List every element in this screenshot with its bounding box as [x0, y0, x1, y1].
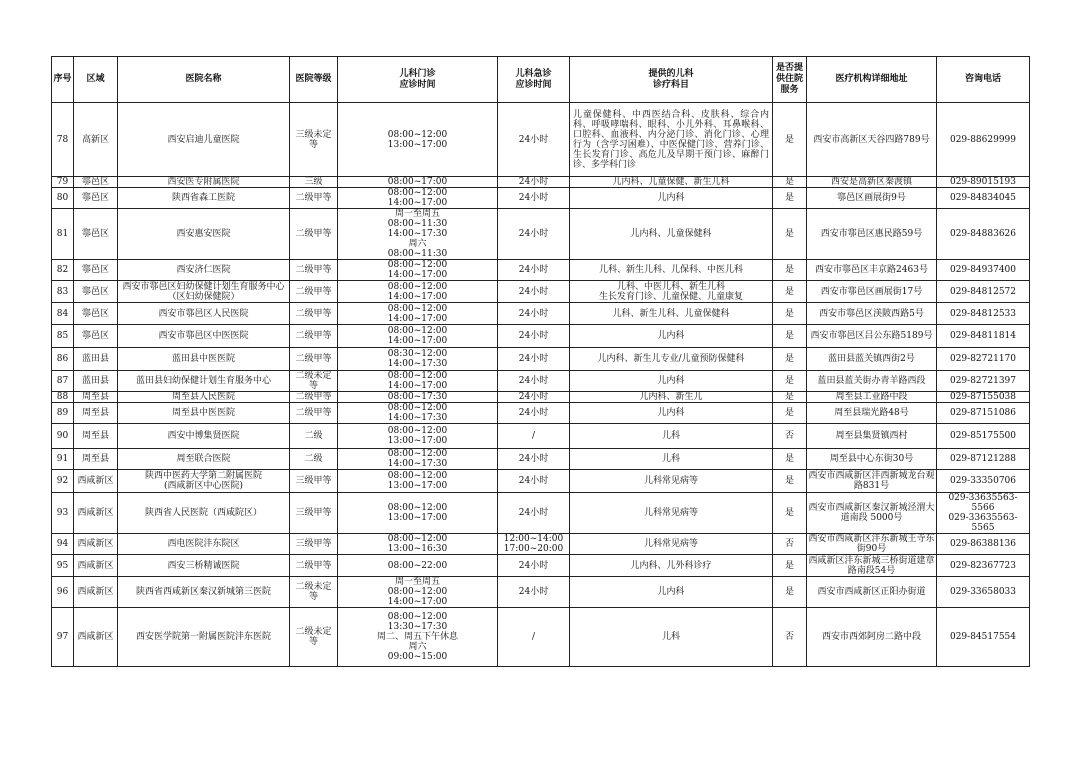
cell-address: 周至县工业路中段 [807, 392, 937, 403]
cell-outpatient-time: 08:00~12:00 14:00~17:30 [338, 449, 498, 470]
cell-phone: 029-82721397 [937, 371, 1030, 392]
cell-emergency-time: 24小时 [498, 303, 570, 325]
cell-level: 二级未定 等 [290, 577, 338, 608]
cell-level: 三级甲等 [290, 470, 338, 493]
table-row [52, 281, 1030, 303]
cell-outpatient-time: 08:00~12:00 14:00~17:00 [338, 325, 498, 348]
cell-emergency-time: 24小时 [498, 403, 570, 424]
cell-departments: 儿内科 [570, 371, 773, 392]
cell-address: 西安是高新区秦渡镇 [807, 177, 937, 188]
cell-departments: 儿内科 [570, 188, 773, 209]
cell-phone: 029-84812572 [937, 281, 1030, 303]
cell-address: 周至县瑞光路48号 [807, 403, 937, 424]
cell-hospital-name: 西安启迪儿童医院 [118, 103, 290, 177]
cell-outpatient-time: 08:00~12:00 13:30~17:30 周二、周五下午休息 周六 09:00~15:00 [338, 608, 498, 667]
cell-address: 西安市西咸新区沣西新城龙台观路831号 [808, 471, 935, 491]
cell-area: 鄠邑区 [74, 260, 118, 281]
cell-phone: 029-87155038 [937, 392, 1030, 403]
cell-emergency-time: 24小时 [498, 470, 570, 493]
cell-level: 二级甲等 [290, 348, 338, 371]
header-no: 序号 [52, 57, 74, 103]
cell-inpatient: 是 [773, 555, 807, 577]
cell-area: 西咸新区 [74, 577, 118, 608]
cell-emergency-time: 24小时 [498, 348, 570, 371]
cell-hospital-name: 蓝田县中医医院 [118, 348, 290, 371]
cell-emergency-time: 24小时 [498, 209, 570, 260]
cell-no: 94 [52, 534, 74, 555]
cell-area: 鄠邑区 [74, 325, 118, 348]
cell-level: 二级甲等 [290, 281, 338, 303]
cell-hospital-name: 周至县人民医院 [118, 392, 290, 403]
cell-emergency-time: 24小时 [498, 281, 570, 303]
cell-inpatient: 否 [773, 424, 807, 449]
cell-address: 周至县集贤镇西村 [807, 424, 937, 449]
table-body [52, 103, 1030, 667]
cell-area: 周至县 [74, 403, 118, 424]
cell-area: 周至县 [74, 392, 118, 403]
cell-hospital-name: 陕西省森工医院 [118, 188, 290, 209]
cell-address: 西安市鄠邑区丰京路2463号 [807, 260, 937, 281]
cell-inpatient: 否 [773, 534, 807, 555]
cell-hospital-name: 西安三桥精诚医院 [118, 555, 290, 577]
cell-address: 蓝田县蓝关街办青羊路西段 [807, 371, 937, 392]
cell-level: 二级未定 等 [290, 608, 338, 667]
cell-address: 西安市西咸新区秦汉新城泾渭大道南段 5000号 [807, 493, 937, 534]
cell-hospital-name: 西安中博集贤医院 [118, 424, 290, 449]
cell-inpatient: 是 [773, 325, 807, 348]
hospital-table [51, 56, 1030, 667]
cell-phone: 029-84937400 [937, 260, 1030, 281]
header-phone: 咨询电话 [937, 57, 1030, 103]
table-row [52, 470, 1030, 493]
cell-inpatient: 是 [773, 493, 807, 534]
cell-hospital-name: 西安市鄠邑区人民医院 [118, 303, 290, 325]
cell-level: 三级未定 等 [290, 103, 338, 177]
cell-no: 78 [52, 103, 74, 177]
cell-phone: 029-84811814 [937, 325, 1030, 348]
cell-outpatient-time: 08:00~12:00 14:00~17:00 [338, 260, 498, 281]
table-row [52, 555, 1030, 577]
cell-area: 鄠邑区 [74, 177, 118, 188]
cell-outpatient-time: 08:00~12:00 13:00~17:00 [338, 470, 498, 493]
cell-level: 三级甲等 [290, 534, 338, 555]
cell-hospital-name: 西安医专附属医院 [118, 177, 290, 188]
table-row [52, 403, 1030, 424]
cell-address: 西安市高新区天谷四路789号 [807, 103, 937, 177]
table-row [52, 209, 1030, 260]
cell-outpatient-time: 08:00~17:00 [338, 177, 498, 188]
cell-outpatient-time: 周一至周五 08:00~11:30 14:00~17:30 周六 08:00~11:30 [338, 209, 498, 260]
table-row [52, 303, 1030, 325]
cell-outpatient-time: 08:00~17:30 [338, 392, 498, 403]
cell-hospital-name: 周至联合医院 [118, 449, 290, 470]
cell-no: 93 [52, 493, 74, 534]
cell-departments: 儿科 [570, 608, 773, 667]
table-row [52, 325, 1030, 348]
cell-area: 蓝田县 [74, 371, 118, 392]
cell-departments: 儿内科、儿童保健、新生儿科 [570, 177, 773, 188]
cell-no: 86 [52, 348, 74, 371]
cell-area: 鄠邑区 [74, 281, 118, 303]
cell-hospital-name: 陕西省人民医院（西咸院区） [118, 493, 290, 534]
cell-departments: 儿科 [570, 424, 773, 449]
cell-no: 96 [52, 577, 74, 608]
cell-hospital-name: 蓝田县妇幼保健计划生育服务中心 [118, 371, 290, 392]
cell-phone: 029-84517554 [937, 608, 1030, 667]
cell-level: 二级甲等 [290, 188, 338, 209]
cell-address: 蓝田县蓝关镇西街2号 [807, 348, 937, 371]
cell-address: 鄠邑区画展街9号 [807, 188, 937, 209]
cell-address: 西安市西郊阿房二路中段 [807, 608, 937, 667]
cell-level: 二级甲等 [290, 325, 338, 348]
cell-no: 79 [52, 177, 74, 188]
cell-emergency-time: 24小时 [498, 392, 570, 403]
cell-emergency-time: 24小时 [498, 493, 570, 534]
cell-inpatient: 是 [773, 281, 807, 303]
cell-inpatient: 是 [773, 177, 807, 188]
table-row [52, 534, 1030, 555]
cell-outpatient-time: 08:00~12:00 13:00~16:30 [338, 534, 498, 555]
cell-outpatient-time: 08:00~12:00 14:00~17:30 [338, 403, 498, 424]
cell-outpatient-time: 08:00~12:00 14:00~17:00 [338, 188, 498, 209]
header-outpatient-time: 儿科门诊 应诊时间 [338, 57, 498, 103]
cell-address: 周至县中心东街30号 [807, 449, 937, 470]
cell-level: 二级未定 等 [290, 371, 338, 392]
cell-emergency-time: 24小时 [498, 577, 570, 608]
cell-departments: 儿内科、儿童保健科 [570, 209, 773, 260]
cell-address: 西安市鄠邑区画展街17号 [807, 281, 937, 303]
cell-phone: 029-84834045 [937, 188, 1030, 209]
cell-no: 83 [52, 281, 74, 303]
cell-level: 三级甲等 [290, 493, 338, 534]
table-row [52, 177, 1030, 188]
cell-inpatient: 是 [773, 209, 807, 260]
cell-phone: 029-88629999 [937, 103, 1030, 177]
cell-outpatient-time: 08:00~12:00 13:00~17:00 [338, 103, 498, 177]
cell-level: 二级甲等 [290, 209, 338, 260]
cell-no: 95 [52, 555, 74, 577]
table-row [52, 424, 1030, 449]
cell-address: 西安市鄠邑区惠民路59号 [807, 209, 937, 260]
cell-level: 三级 [290, 177, 338, 188]
cell-emergency-time: 24小时 [498, 555, 570, 577]
cell-hospital-name: 西安医学院第一附属医院沣东医院 [118, 608, 290, 667]
cell-inpatient: 是 [773, 392, 807, 403]
cell-inpatient: 是 [773, 371, 807, 392]
cell-departments: 儿内科 [570, 325, 773, 348]
cell-emergency-time: 24小时 [498, 103, 570, 177]
cell-inpatient: 是 [773, 188, 807, 209]
cell-area: 西咸新区 [74, 493, 118, 534]
cell-area: 西咸新区 [74, 470, 118, 493]
cell-departments: 儿内科 [570, 403, 773, 424]
cell-area: 鄠邑区 [74, 209, 118, 260]
cell-outpatient-time: 08:00~12:00 14:00~17:00 [338, 303, 498, 325]
cell-inpatient: 是 [773, 260, 807, 281]
cell-area: 鄠邑区 [74, 303, 118, 325]
cell-outpatient-time: 08:00~12:00 14:00~17:00 [338, 281, 498, 303]
header-hospital-name: 医院名称 [118, 57, 290, 103]
cell-no: 91 [52, 449, 74, 470]
cell-departments: 儿科、新生儿科、儿童保健科 [570, 303, 773, 325]
cell-emergency-time: 12:00~14:00 17:00~20:00 [498, 534, 570, 555]
header-row [52, 57, 1030, 103]
cell-level: 二级甲等 [290, 260, 338, 281]
cell-inpatient: 是 [773, 449, 807, 470]
cell-outpatient-time: 08:00~12:00 14:00~17:00 [338, 371, 498, 392]
table-row [52, 449, 1030, 470]
cell-hospital-name: 西安市鄠邑区妇幼保健计划生育服务中心（区妇幼保健院） [118, 281, 290, 303]
cell-inpatient: 是 [773, 303, 807, 325]
cell-hospital-name: 西安济仁医院 [118, 260, 290, 281]
cell-departments: 儿科常见病等 [570, 470, 773, 493]
cell-outpatient-time: 08:00~12:00 13:00~17:00 [338, 493, 498, 534]
cell-level: 二级甲等 [290, 403, 338, 424]
cell-no: 89 [52, 403, 74, 424]
cell-departments: 儿科常见病等 [570, 534, 773, 555]
cell-emergency-time: / [498, 424, 570, 449]
cell-hospital-name: 周至县中医医院 [118, 403, 290, 424]
cell-emergency-time: 24小时 [498, 188, 570, 209]
cell-phone: 029-87121288 [937, 449, 1030, 470]
header-emergency-time: 儿科急诊 应诊时间 [498, 57, 570, 103]
cell-level: 二级 [290, 449, 338, 470]
cell-emergency-time: 24小时 [498, 449, 570, 470]
cell-departments: 儿内科、儿外科诊疗 [570, 555, 773, 577]
cell-departments: 儿童保健科、中西医结合科、皮肤科、综合内科、呼吸哮喘科、眼科、小儿外科、耳鼻喉科、口腔科、血液科、内分泌门诊、消化门诊、心理行为（含学习困难）、中医保健门诊、营养门诊、生长发育门诊、高危儿及早期干预门诊、麻醉门诊、多学科门诊 [570, 103, 773, 177]
cell-departments: 儿内科、新生儿 [570, 392, 773, 403]
cell-phone: 029-85175500 [937, 424, 1030, 449]
cell-hospital-name: 西电医院沣东院区 [118, 534, 290, 555]
table-row [52, 493, 1030, 534]
header-address: 医疗机构详细地址 [807, 57, 937, 103]
cell-outpatient-time: 08:00~22:00 [338, 555, 498, 577]
cell-phone: 029-86388136 [937, 534, 1030, 555]
cell-no: 87 [52, 371, 74, 392]
table-row [52, 371, 1030, 392]
cell-no: 97 [52, 608, 74, 667]
cell-emergency-time: 24小时 [498, 371, 570, 392]
table-row [52, 577, 1030, 608]
table-row [52, 608, 1030, 667]
cell-no: 81 [52, 209, 74, 260]
cell-area: 蓝田县 [74, 348, 118, 371]
cell-no: 92 [52, 470, 74, 493]
cell-departments: 儿科 [570, 449, 773, 470]
cell-phone: 029-87151086 [937, 403, 1030, 424]
table-row [52, 103, 1030, 177]
cell-phone: 029-84883626 [937, 209, 1030, 260]
table-row [52, 260, 1030, 281]
cell-area: 西咸新区 [74, 608, 118, 667]
cell-area: 西咸新区 [74, 534, 118, 555]
cell-inpatient: 是 [773, 577, 807, 608]
cell-departments: 儿科、新生儿科、儿保科、中医儿科 [570, 260, 773, 281]
cell-level: 二级 [290, 424, 338, 449]
cell-area: 周至县 [74, 424, 118, 449]
cell-emergency-time: 24小时 [498, 325, 570, 348]
cell-hospital-name: 陕西省西咸新区秦汉新城第三医院 [118, 577, 290, 608]
cell-phone: 029-33635563-5566 029-33635563-5565 [937, 493, 1030, 534]
table-row [52, 348, 1030, 371]
cell-no: 84 [52, 303, 74, 325]
cell-departments: 儿科常见病等 [570, 493, 773, 534]
cell-address: 西安市西咸新区正阳办街道 [807, 577, 937, 608]
cell-no: 80 [52, 188, 74, 209]
cell-address: 西安市鄠邑区吕公东路5189号 [807, 325, 937, 348]
cell-departments: 儿内科、新生儿专业/儿童预防保健科 [570, 348, 773, 371]
cell-emergency-time: 24小时 [498, 177, 570, 188]
cell-area: 高新区 [74, 103, 118, 177]
cell-emergency-time: / [498, 608, 570, 667]
cell-phone: 029-82367723 [937, 555, 1030, 577]
cell-no: 88 [52, 392, 74, 403]
cell-inpatient: 是 [773, 403, 807, 424]
cell-address: 西咸新区沣东新城三桥街道建章路南段54号 [808, 555, 935, 576]
table-row [52, 188, 1030, 209]
cell-inpatient: 是 [773, 348, 807, 371]
cell-outpatient-time: 周一至周五 08:00~12:00 14:00~17:00 [338, 577, 498, 608]
cell-departments: 儿内科 [570, 577, 773, 608]
cell-address: 西安市西咸新区沣东新城王寺东街90号 [808, 534, 935, 554]
cell-hospital-name: 陕西中医药大学第二附属医院 (西咸新区中心医院) [118, 470, 290, 493]
cell-hospital-name: 西安市鄠邑区中医医院 [118, 325, 290, 348]
header-area: 区域 [74, 57, 118, 103]
cell-area: 鄠邑区 [74, 188, 118, 209]
cell-no: 85 [52, 325, 74, 348]
cell-phone: 029-33350706 [937, 470, 1030, 493]
cell-phone: 029-33658033 [937, 577, 1030, 608]
cell-no: 82 [52, 260, 74, 281]
cell-level: 二级甲等 [290, 555, 338, 577]
cell-no: 90 [52, 424, 74, 449]
cell-level: 二级甲等 [290, 303, 338, 325]
header-level: 医院等级 [290, 57, 338, 103]
cell-phone: 029-82721170 [937, 348, 1030, 371]
cell-level: 二级甲等 [290, 392, 338, 403]
header-inpatient: 是否提 供住院 服务 [773, 57, 807, 103]
cell-emergency-time: 24小时 [498, 260, 570, 281]
cell-address: 西安市鄠邑区渼陂西路5号 [807, 303, 937, 325]
cell-phone: 029-84812533 [937, 303, 1030, 325]
cell-area: 周至县 [74, 449, 118, 470]
table-row [52, 392, 1030, 403]
cell-phone: 029-89015193 [937, 177, 1030, 188]
cell-departments: 儿科、中医儿科、新生儿科 生长发育门诊、儿童保健、儿童康复 [570, 281, 773, 303]
cell-area: 西咸新区 [74, 555, 118, 577]
cell-hospital-name: 西安惠安医院 [118, 209, 290, 260]
cell-outpatient-time: 08:00~12:00 13:00~17:00 [338, 424, 498, 449]
cell-inpatient: 否 [773, 608, 807, 667]
header-departments: 提供的儿科 诊疗科目 [570, 57, 773, 103]
cell-inpatient: 是 [773, 103, 807, 177]
cell-outpatient-time: 08:30~12:00 14:00~17:30 [338, 348, 498, 371]
cell-inpatient: 是 [773, 470, 807, 493]
